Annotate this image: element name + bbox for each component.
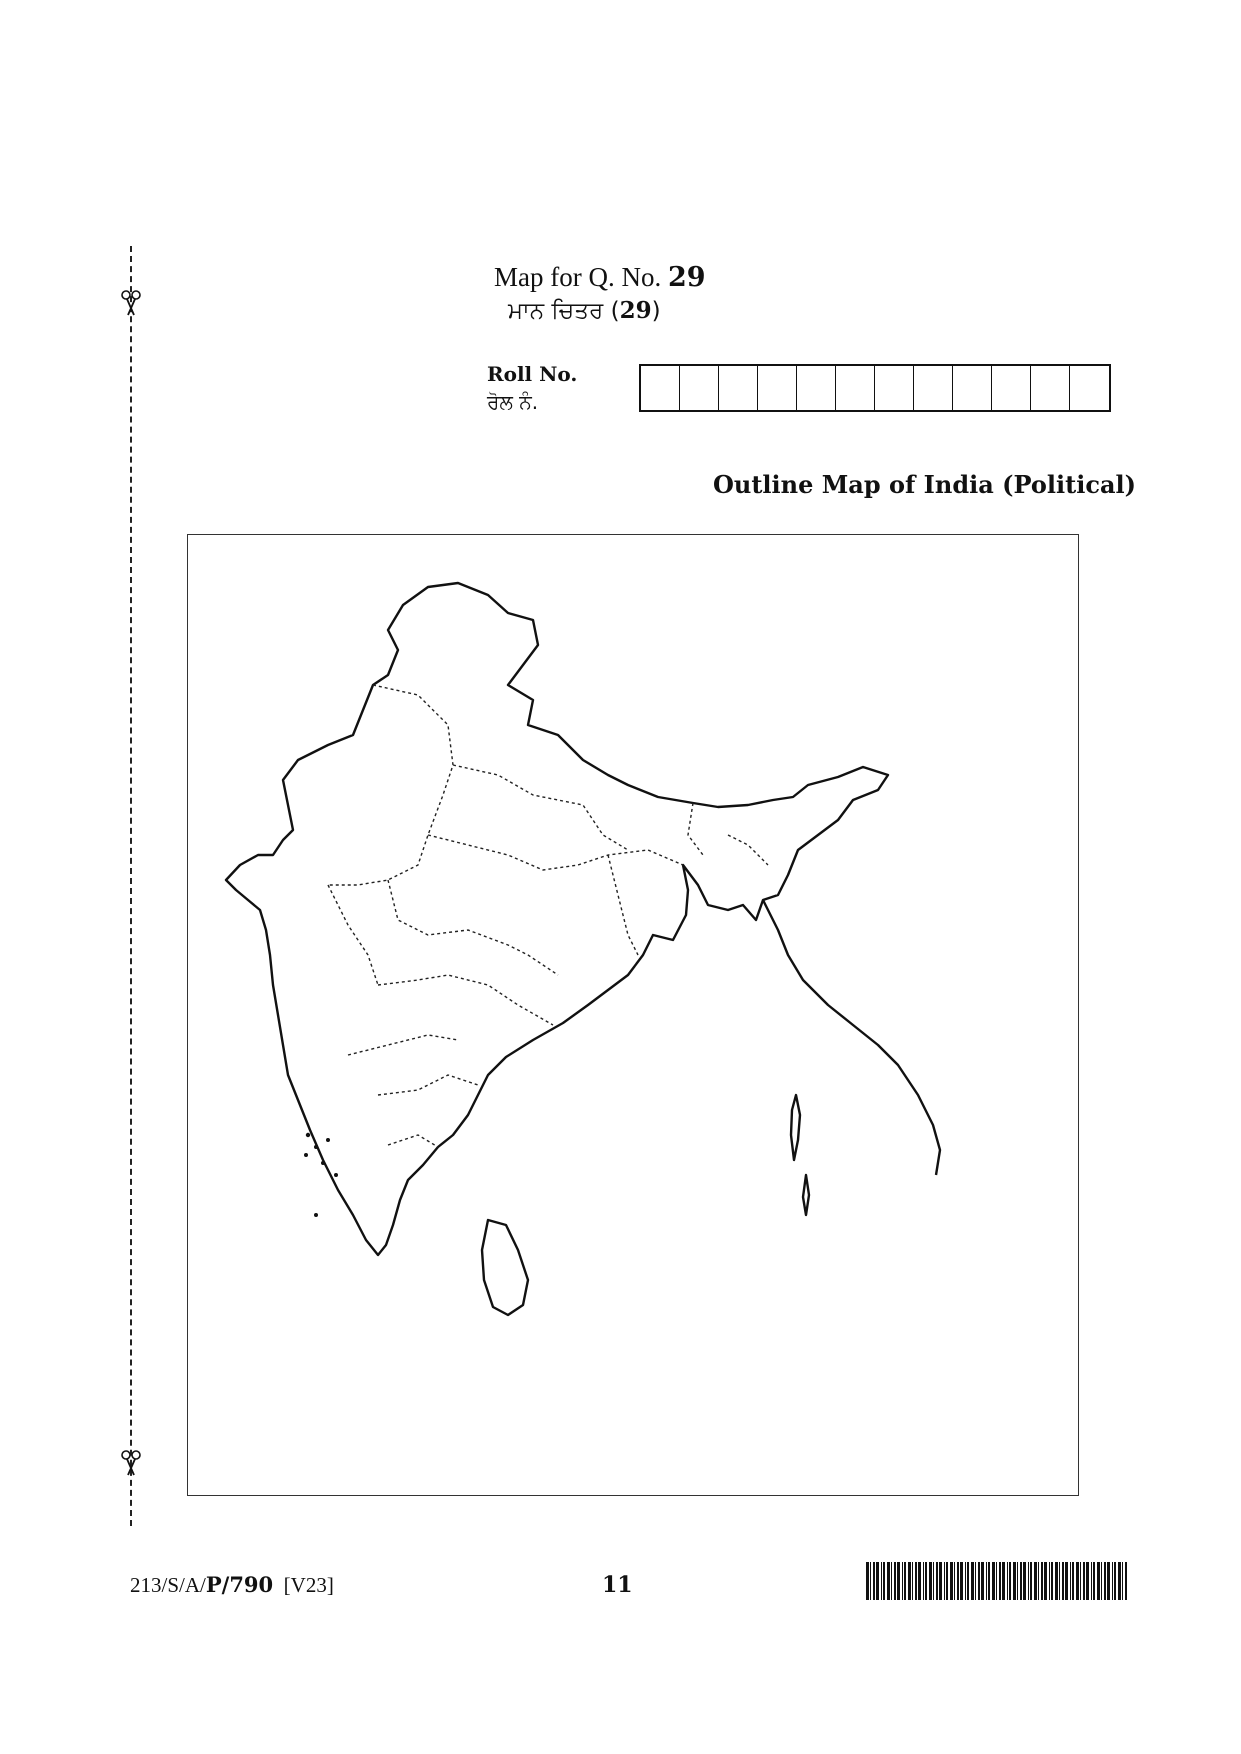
roll-digit-box[interactable] <box>875 366 914 410</box>
map-title: Outline Map of India (Political) <box>712 470 1136 499</box>
paper-code-bold: P/790 <box>205 1572 274 1597</box>
map-for-prefix: Map for Q. No. <box>494 262 662 292</box>
roll-digit-box[interactable] <box>914 366 953 410</box>
page-number: 11 <box>602 1572 633 1598</box>
roll-digit-box[interactable] <box>641 366 680 410</box>
paper-code <box>130 1572 334 1598</box>
roll-number-boxes[interactable] <box>639 364 1111 412</box>
cut-line <box>130 246 132 1526</box>
paper-code-prefix: 213/S/A/ <box>130 1573 206 1597</box>
roll-label-english: Roll No. <box>487 362 578 386</box>
state-boundaries <box>328 685 768 1147</box>
question-number: 29 <box>667 262 706 293</box>
map-question-line <box>494 262 706 293</box>
roll-label-punjabi: ਰੋਲ ਨੰ. <box>487 390 539 414</box>
roll-digit-box[interactable] <box>719 366 758 410</box>
roll-digit-box[interactable] <box>758 366 797 410</box>
scissors-icon <box>120 1450 142 1476</box>
roll-digit-box[interactable] <box>953 366 992 410</box>
roll-digit-box[interactable] <box>797 366 836 410</box>
scissors-icon <box>120 290 142 316</box>
punjabi-prefix: ਮਾਨ ਚਿਤਰ <box>508 298 604 324</box>
paper-version: [V23] <box>283 1573 334 1597</box>
roll-digit-box[interactable] <box>836 366 875 410</box>
roll-digit-box[interactable] <box>680 366 719 410</box>
barcode-icon <box>866 1562 1132 1600</box>
map-header <box>494 262 706 324</box>
punjabi-question-number: 29 <box>619 297 652 324</box>
india-outline-map <box>188 535 1080 1497</box>
andaman-islands <box>791 1095 800 1160</box>
sri-lanka-outline <box>482 1220 528 1315</box>
roll-digit-box[interactable] <box>992 366 1031 410</box>
india-mainland-outline <box>226 583 888 1255</box>
map-frame <box>187 534 1079 1496</box>
roll-number-label <box>487 362 577 414</box>
myanmar-coast <box>763 900 940 1175</box>
punjabi-question-line: ਮਾਨ ਚਿਤਰ (29) <box>508 297 661 324</box>
roll-digit-box[interactable] <box>1031 366 1070 410</box>
roll-digit-box[interactable] <box>1070 366 1109 410</box>
